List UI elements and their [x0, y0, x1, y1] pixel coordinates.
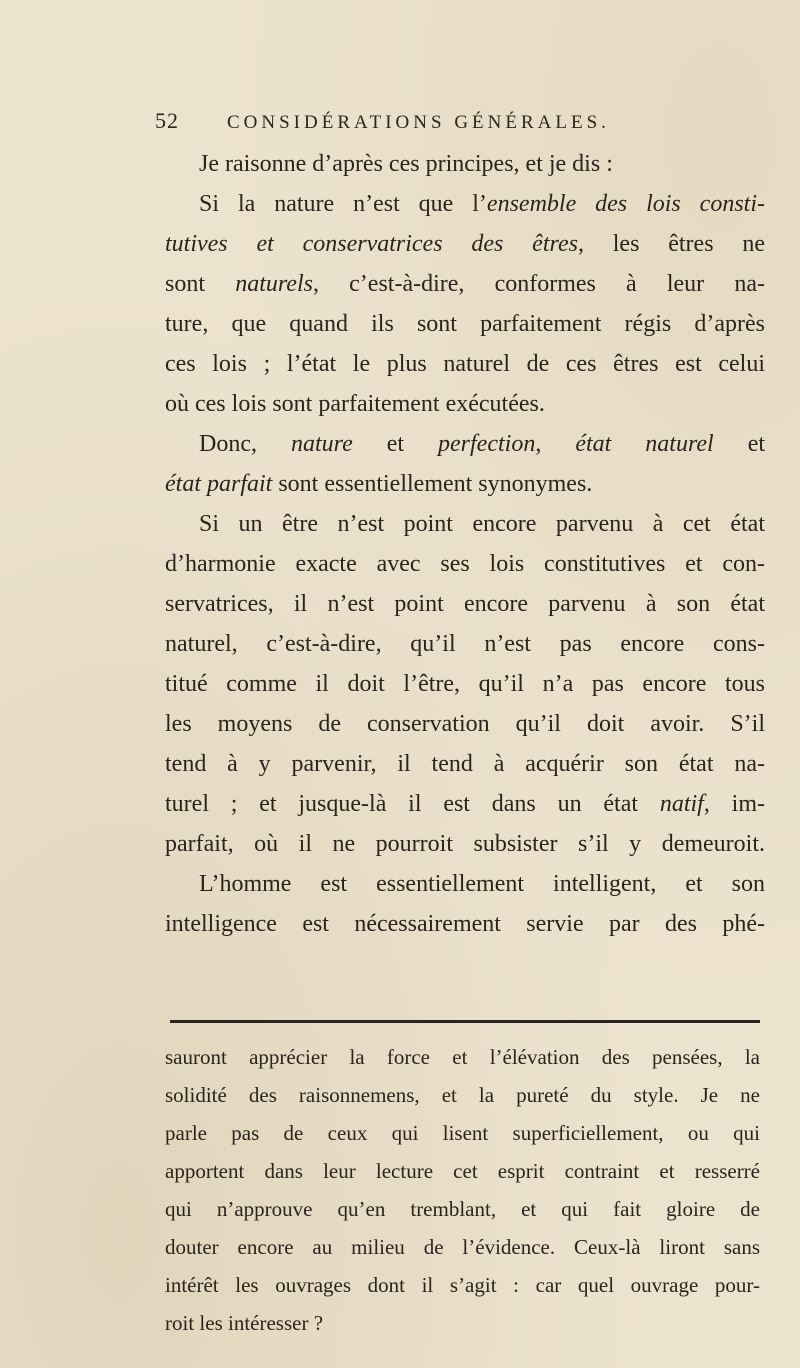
text-span: Donc,: [199, 431, 291, 457]
text-line: [165, 224, 765, 264]
text-span: intelligence est nécessairement servie par des phé-: [165, 911, 765, 937]
footnote-line: qui n’approuve qu’en tremblant, et qui fait gloire de: [165, 1197, 760, 1221]
text-line: [165, 424, 765, 464]
text-line: [165, 304, 765, 344]
text-line: [165, 824, 765, 864]
text-line: [165, 864, 765, 904]
footnote-line: roit les intéresser ?: [165, 1311, 324, 1335]
italic-span: perfection: [438, 431, 536, 457]
footnote-rule: [170, 1020, 760, 1023]
text-line: [165, 144, 765, 184]
italic-span: ensemble des lois consti-: [486, 191, 765, 217]
footnote-line: intérêt les ouvrages dont il s’agit : car quel ouvrage pour-: [165, 1273, 760, 1297]
text-span: ,: [535, 431, 576, 457]
text-line: [165, 264, 765, 304]
text-span: titué comme il doit l’être, qu’il n’a pas encore tous: [165, 671, 765, 697]
text-span: turel ; et jusque-là il est dans un état: [165, 791, 660, 817]
text-span: et: [352, 431, 439, 457]
text-span: L’homme est essentiellement intelligent, et son: [199, 871, 765, 897]
text-line: [165, 784, 765, 824]
footnote-line: solidité des raisonnemens, et la pureté du style. Je ne: [165, 1083, 760, 1107]
page-number: 52: [155, 108, 179, 133]
italic-span: tutives et conservatrices des êtres: [165, 231, 578, 257]
text-span: naturel, c’est-à-dire, qu’il n’est pas encore cons-: [165, 631, 765, 657]
italic-span: nature: [290, 431, 353, 457]
footnote-line: douter encore au milieu de l’évidence. Ceux-là liront sans: [165, 1235, 760, 1259]
text-span: tend à y parvenir, il tend à acquérir son état na-: [165, 751, 765, 777]
text-line: [165, 704, 765, 744]
text-span: et: [713, 431, 765, 457]
italic-span: naturels: [235, 271, 313, 297]
footnote-line: parle pas de ceux qui lisent superficiellement, ou qui: [165, 1121, 760, 1145]
italic-span: état naturel: [575, 431, 714, 457]
text-span: ces lois ; l’état le plus naturel de ces êtres est celui: [165, 351, 765, 377]
text-span: , im-: [703, 791, 765, 817]
text-span: d’harmonie exacte avec ses lois constitutives et con-: [165, 551, 765, 577]
text-line: [165, 744, 765, 784]
text-line: [165, 584, 765, 624]
running-title: CONSIDÉRATIONS GÉNÉRALES.: [227, 112, 610, 133]
text-span: servatrices, il n’est point encore parvenu à son état: [165, 591, 765, 617]
text-span: Si la nature n’est que l’: [199, 191, 487, 217]
footnote: [165, 1038, 760, 1342]
text-span: sont essentiellement synonymes.: [272, 471, 593, 497]
footnote-line: sauront apprécier la force et l’élévation des pensées, la: [165, 1045, 760, 1069]
footnote-line: apportent dans leur lecture cet esprit contraint et resserré: [165, 1159, 760, 1183]
running-head: [155, 108, 715, 140]
main-text: [165, 144, 765, 944]
text-line: [165, 384, 765, 424]
text-line: [165, 664, 765, 704]
text-span: Si un être n’est point encore parvenu à cet état: [199, 511, 765, 537]
text-span: ture, que quand ils sont parfaitement régis d’après: [165, 311, 765, 337]
text-span: , c’est-à-dire, conformes à leur na-: [312, 271, 765, 297]
text-span: sont: [165, 271, 236, 297]
text-line: [165, 464, 765, 504]
text-line: [165, 504, 765, 544]
text-span: où ces lois sont parfaitement exécutées.: [165, 391, 545, 417]
text-line: [165, 184, 765, 224]
text-span: , les êtres ne: [577, 231, 765, 257]
text-span: parfait, où il ne pourroit subsister s’il y demeuroit.: [165, 831, 765, 857]
italic-span: état parfait: [165, 471, 273, 497]
text-line: [165, 624, 765, 664]
italic-span: natif: [659, 791, 704, 817]
text-line: [165, 344, 765, 384]
text-line: [165, 904, 765, 944]
text-span: Je raisonne d’après ces principes, et je dis :: [199, 151, 613, 177]
text-line: [165, 544, 765, 584]
text-span: les moyens de conservation qu’il doit avoir. S’il: [165, 711, 765, 737]
